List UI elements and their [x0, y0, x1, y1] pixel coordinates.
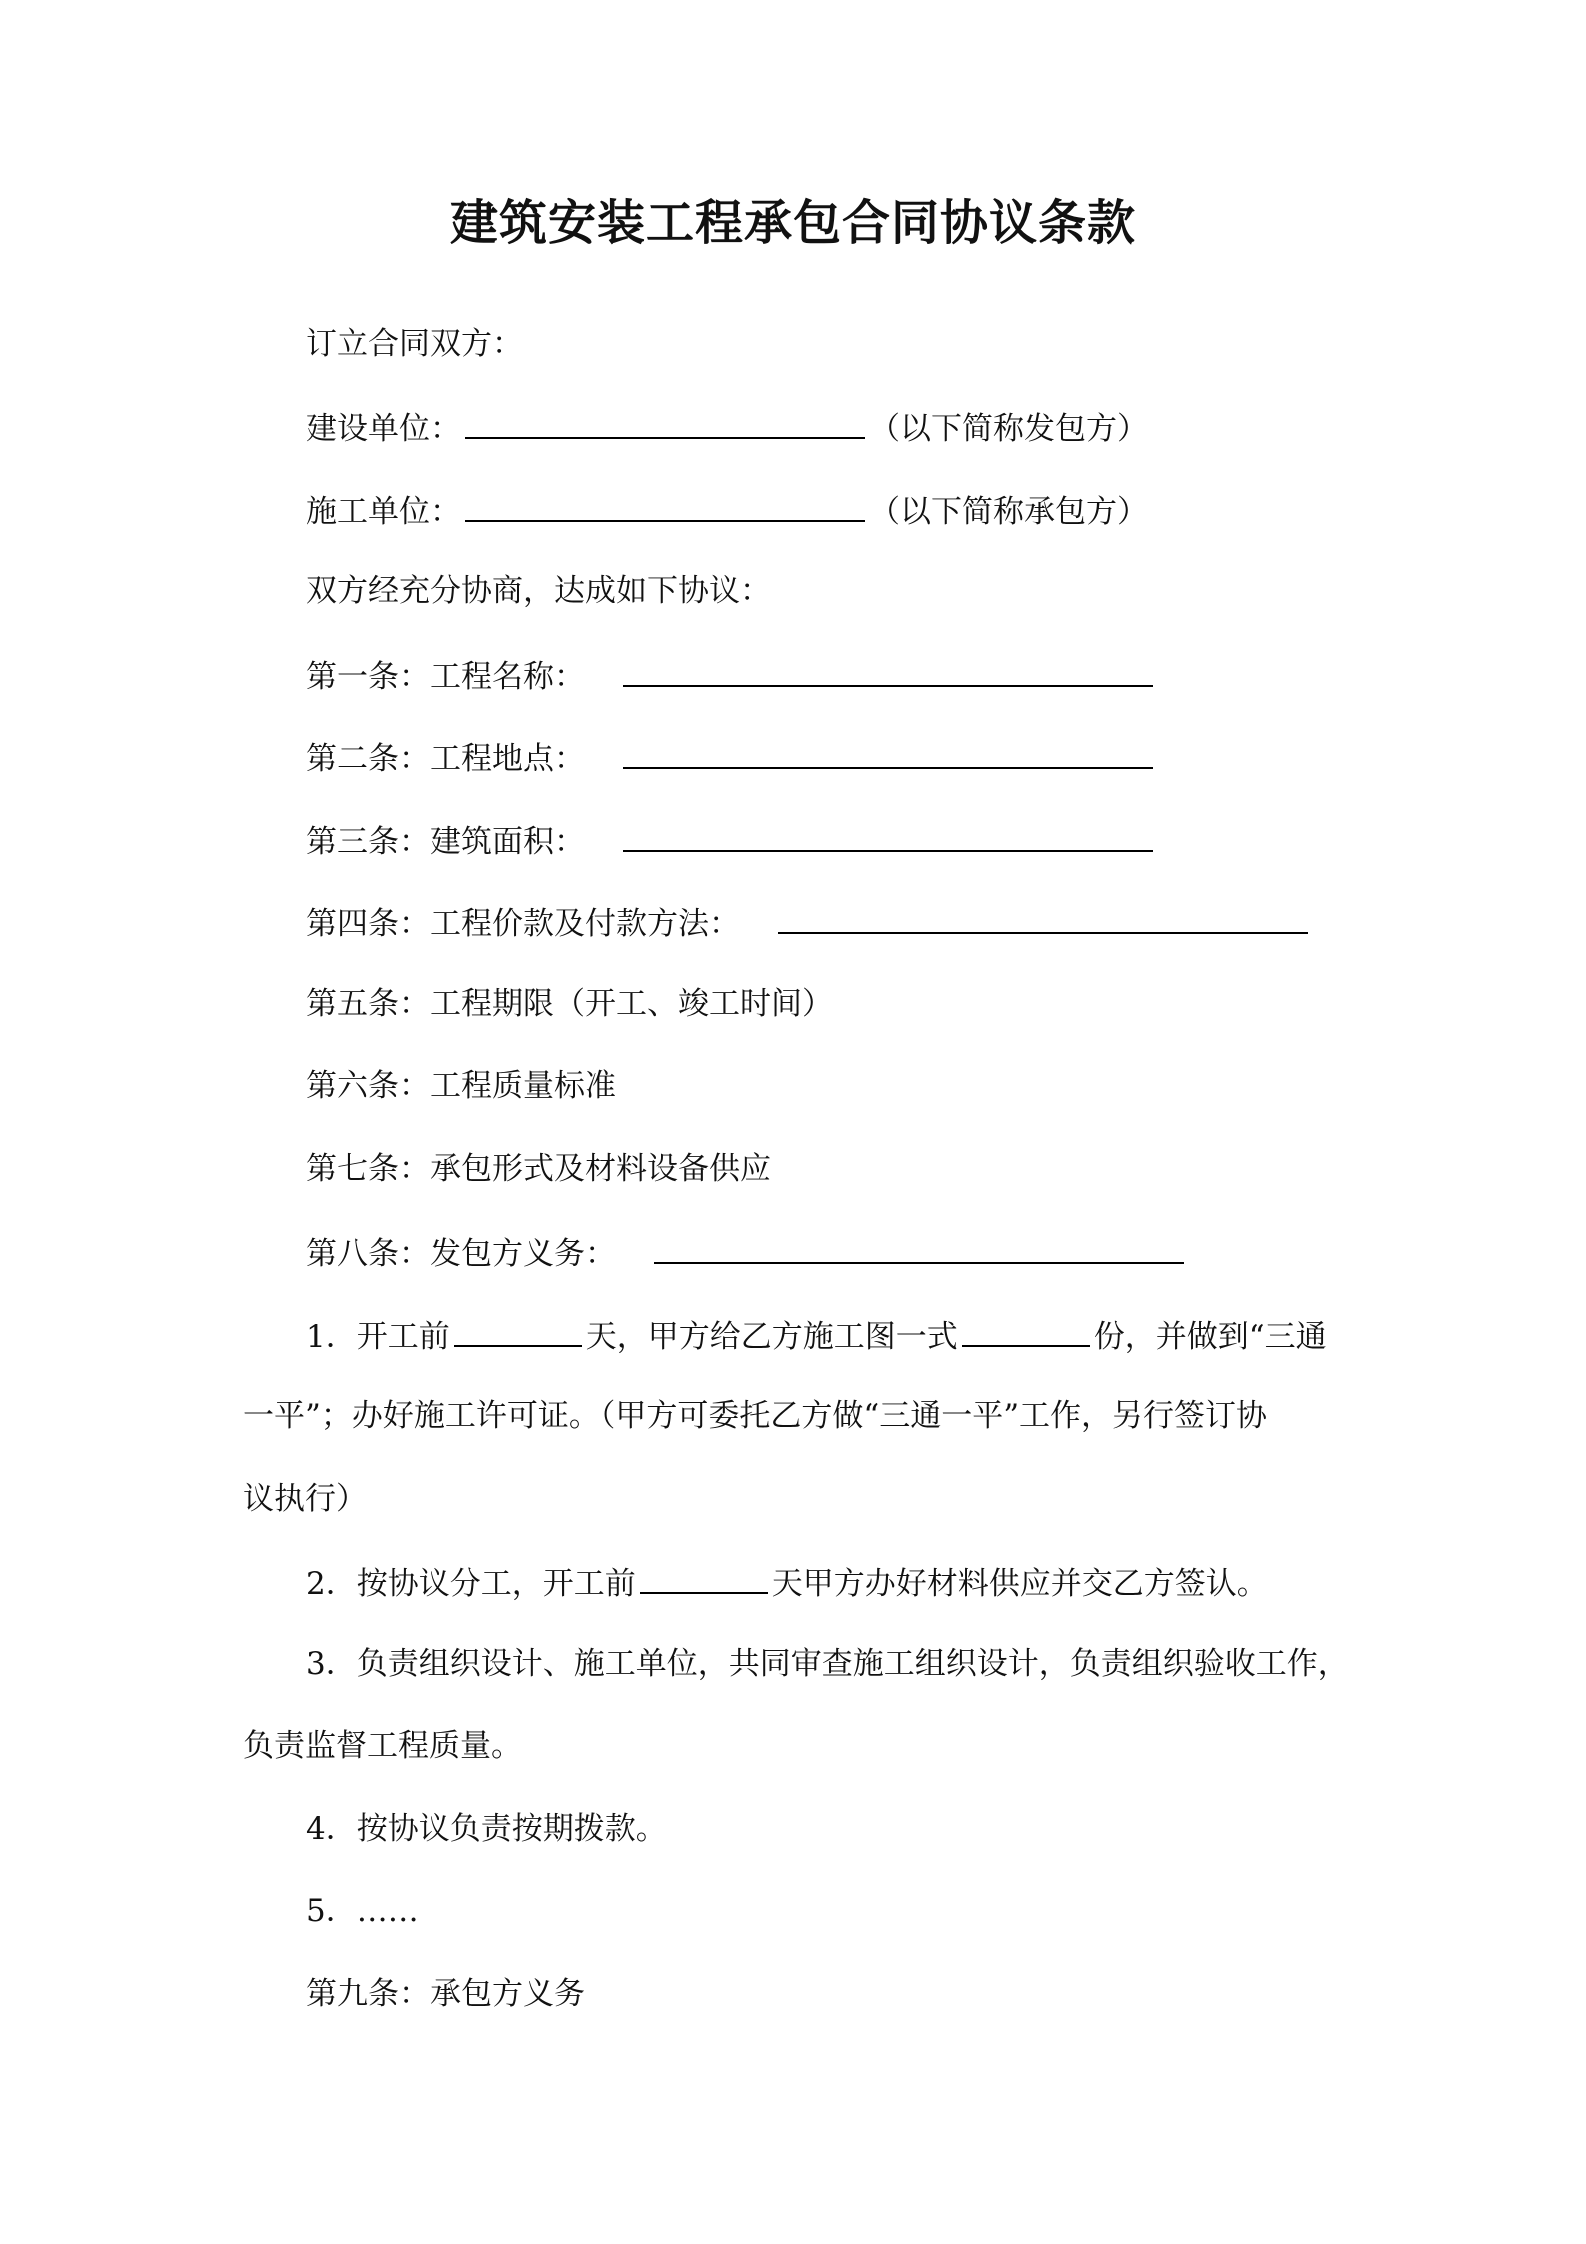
- item-1-text-b: 天，甲方给乙方施工图一式: [585, 1319, 958, 1355]
- contractor-blank[interactable]: [465, 484, 865, 522]
- article-2-label: 第二条：工程地点：: [306, 741, 585, 777]
- item-1-text-c: 份，并做到“三通: [1093, 1319, 1327, 1355]
- item-1-line-2: 一平”；办好施工许可证。（甲方可委托乙方做“三通一平”工作，另行签订协: [243, 1398, 1268, 1434]
- item-1-copies-blank[interactable]: [962, 1309, 1090, 1347]
- owner-line: [306, 401, 1148, 454]
- item-3-line-1: 3．负责组织设计、施工单位，共同审查施工组织设计，负责组织验收工作，: [306, 1646, 1349, 1682]
- article-4-label: 第四条：工程价款及付款方法：: [306, 906, 740, 942]
- item-1-text-a: 1．开工前: [306, 1319, 450, 1355]
- article-9: 第九条：承包方义务: [306, 1976, 585, 2012]
- article-3-blank[interactable]: [623, 814, 1153, 852]
- article-4-blank[interactable]: [778, 896, 1308, 934]
- item-4: 4．按协议负责按期拨款。: [306, 1811, 667, 1847]
- article-2: [306, 731, 1157, 784]
- article-1: [306, 649, 1157, 702]
- article-7: 第七条：承包形式及材料设备供应: [306, 1151, 771, 1187]
- item-2-text-a: 2．按协议分工，开工前: [306, 1566, 636, 1602]
- item-1-days-blank[interactable]: [454, 1309, 582, 1347]
- item-2: [306, 1556, 1268, 1609]
- article-5: 第五条：工程期限（开工、竣工时间）: [306, 986, 833, 1022]
- article-8-label: 第八条：发包方义务：: [306, 1236, 616, 1272]
- parties-heading: 订立合同双方：: [306, 326, 523, 362]
- article-3-label: 第三条：建筑面积：: [306, 824, 585, 860]
- item-2-days-blank[interactable]: [640, 1556, 768, 1594]
- contractor-line: [306, 484, 1148, 537]
- owner-suffix: （以下简称发包方）: [869, 411, 1148, 447]
- article-6: 第六条：工程质量标准: [306, 1068, 616, 1104]
- article-1-label: 第一条：工程名称：: [306, 659, 585, 695]
- article-4: [306, 896, 1312, 949]
- item-5: 5．……: [306, 1893, 419, 1929]
- article-1-blank[interactable]: [623, 649, 1153, 687]
- article-3: [306, 814, 1157, 867]
- item-3-line-2: 负责监督工程质量。: [243, 1728, 522, 1764]
- item-1-line-3: 议执行）: [243, 1481, 367, 1517]
- contractor-suffix: （以下简称承包方）: [869, 494, 1148, 530]
- article-8-blank[interactable]: [654, 1226, 1184, 1264]
- document-title: 建筑安装工程承包合同协议条款: [449, 195, 1136, 251]
- owner-label: 建设单位：: [306, 411, 461, 447]
- agreement-intro: 双方经充分协商，达成如下协议：: [306, 573, 771, 609]
- item-2-text-b: 天甲方办好材料供应并交乙方签认。: [771, 1566, 1268, 1602]
- owner-blank[interactable]: [465, 401, 865, 439]
- contractor-label: 施工单位：: [306, 494, 461, 530]
- item-1-line-1: [306, 1309, 1327, 1362]
- article-8: [306, 1226, 1188, 1279]
- article-2-blank[interactable]: [623, 731, 1153, 769]
